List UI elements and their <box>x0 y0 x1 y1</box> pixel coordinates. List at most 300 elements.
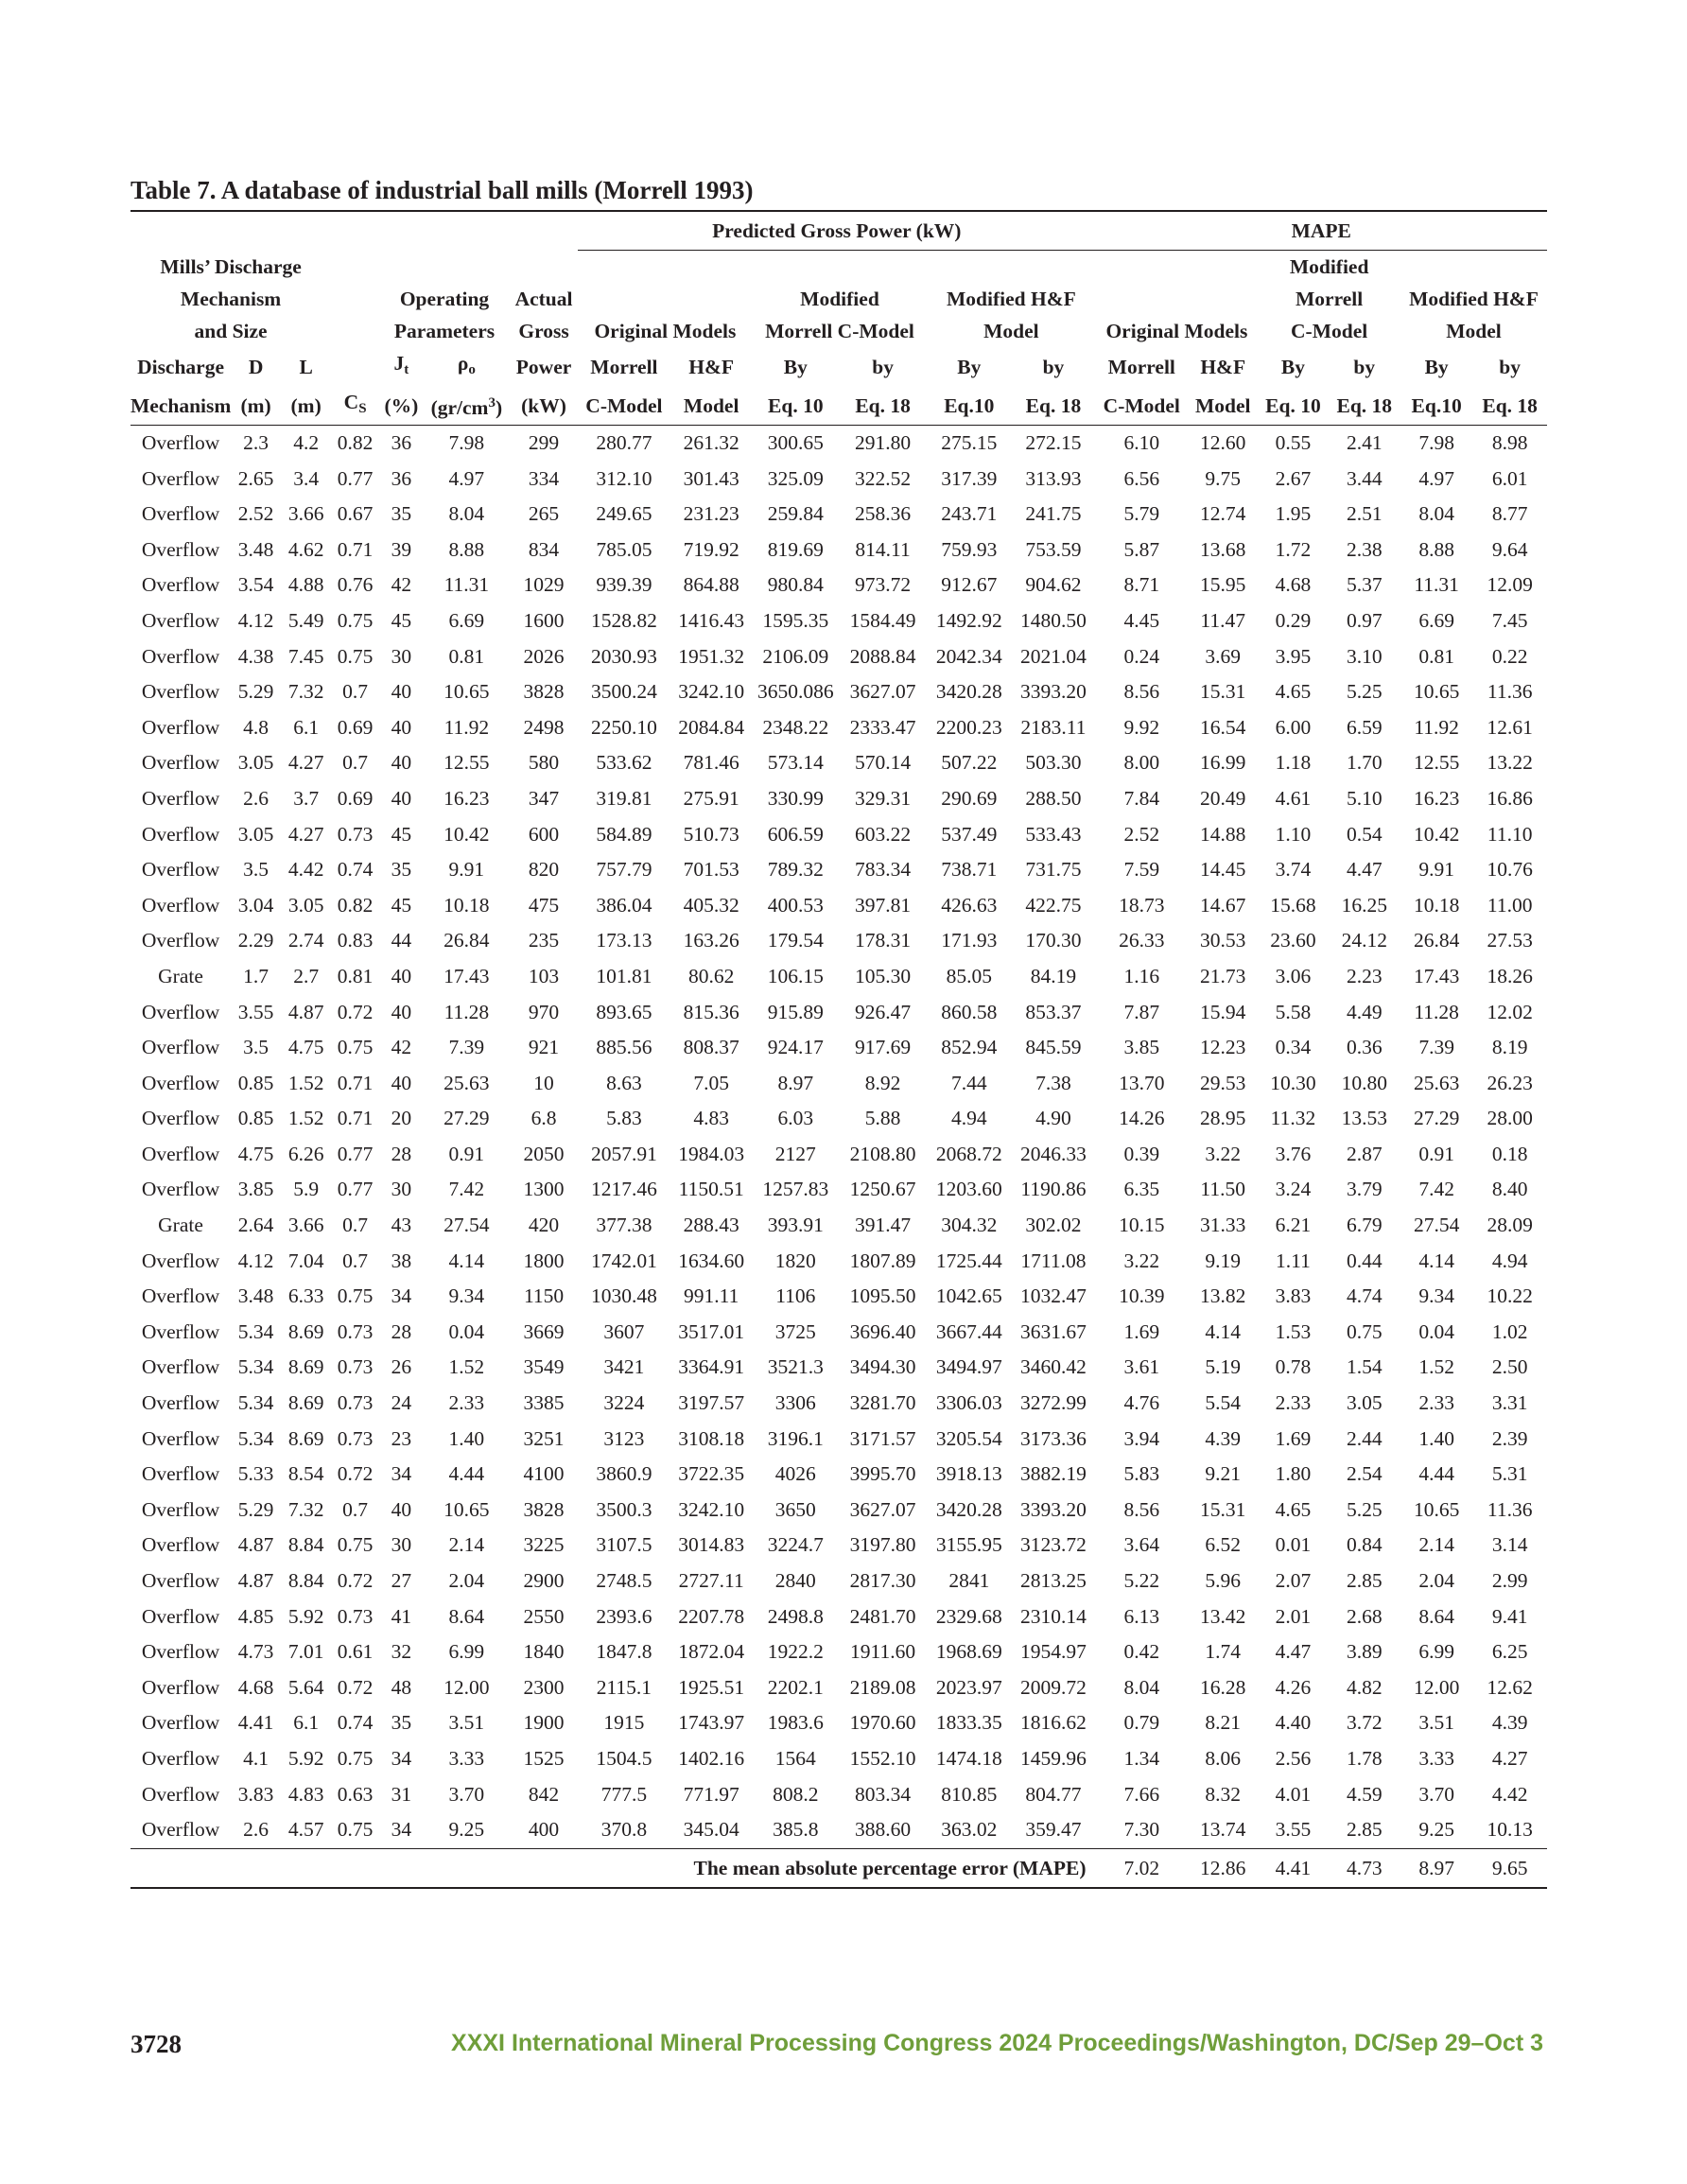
table-cell: 2300 <box>523 1675 565 1699</box>
table-cell: 13.74 <box>1200 1818 1246 1842</box>
table-cell: 259.84 <box>767 502 824 526</box>
table-cell: 16.23 <box>1413 786 1460 810</box>
table-cell: 106.15 <box>767 964 824 987</box>
table-cell: 1.80 <box>1275 1462 1312 1486</box>
table-cell: 319.81 <box>596 786 652 810</box>
table-cell: 3.54 <box>237 573 274 597</box>
table-cell: 4.65 <box>1275 680 1312 704</box>
table-cell: 40 <box>391 1000 412 1023</box>
table-cell: 2393.6 <box>596 1604 652 1628</box>
table-cell: 26.33 <box>1119 929 1165 952</box>
table-cell: 570.14 <box>855 751 912 775</box>
table-cell: 0.7 <box>342 1249 369 1272</box>
table-cell: 0.82 <box>337 893 374 917</box>
table-cell: 10.39 <box>1119 1284 1165 1308</box>
table-cell: 4.82 <box>1346 1675 1383 1699</box>
table-cell: 3224.7 <box>767 1533 824 1557</box>
operating-parameters-header: Operating Parameters <box>393 288 496 342</box>
table-cell: 8.71 <box>1123 573 1160 597</box>
table-cell: 10.65 <box>1413 680 1460 704</box>
table-cell: 8.69 <box>287 1319 324 1343</box>
table-cell: 1634.60 <box>678 1249 745 1272</box>
table-cell: 0.67 <box>337 502 374 526</box>
table-cell: 8.69 <box>287 1426 324 1450</box>
table-cell: Overflow <box>141 1355 220 1379</box>
table-cell: 329.31 <box>855 786 912 810</box>
table-cell: 533.43 <box>1025 822 1082 846</box>
table-cell: 9.25 <box>448 1818 485 1842</box>
table-cell: 4.94 <box>951 1107 987 1130</box>
table-cell: 40 <box>391 715 412 739</box>
table-cell: 13.42 <box>1200 1604 1246 1628</box>
table-cell: 893.65 <box>596 1000 652 1023</box>
table-cell: 3.51 <box>448 1711 485 1735</box>
table-cell: 1042.65 <box>935 1284 1002 1308</box>
table-row <box>130 1564 1547 1599</box>
table-cell: 4.27 <box>1491 1746 1528 1770</box>
table-cell: 0.7 <box>342 1497 369 1521</box>
table-cell: 4.97 <box>448 466 485 490</box>
table-cell: 3669 <box>523 1319 565 1343</box>
table-cell: Overflow <box>141 858 220 882</box>
table-cell: 28 <box>391 1319 412 1343</box>
table-cell: 15.95 <box>1200 573 1246 597</box>
table-cell: 3.64 <box>1123 1533 1160 1557</box>
table-cell: 8.40 <box>1491 1178 1528 1201</box>
table-cell: Overflow <box>141 929 220 952</box>
table-cell: 1915 <box>603 1711 645 1735</box>
table-cell: 2042.34 <box>935 644 1002 668</box>
table-cell: 4.83 <box>693 1107 729 1130</box>
col-jt: $J_t$ <box>393 352 409 377</box>
table-cell: 6.99 <box>1418 1640 1454 1664</box>
table-cell: 2202.1 <box>767 1675 824 1699</box>
table-cell: 1743.97 <box>678 1711 745 1735</box>
table-cell: 275.15 <box>941 431 998 454</box>
table-cell: 0.75 <box>337 1818 374 1842</box>
table-cell: 35 <box>391 858 412 882</box>
table-cell: 4.8 <box>243 715 270 739</box>
table-cell: 8.69 <box>287 1391 324 1415</box>
table-cell: 42 <box>391 573 412 597</box>
table-cell: 6.13 <box>1123 1604 1160 1628</box>
table-cell: 1984.03 <box>678 1142 745 1165</box>
table-cell: 8.21 <box>1205 1711 1242 1735</box>
table-cell: 14.88 <box>1200 822 1246 846</box>
table-cell: 5.92 <box>287 1604 324 1628</box>
table-cell: 265 <box>528 502 560 526</box>
table-cell: 0.77 <box>337 1178 374 1201</box>
table-cell: 3607 <box>603 1319 645 1343</box>
mape-summary-value: 7.02 <box>1095 1848 1188 1888</box>
table-cell: 1029 <box>523 573 565 597</box>
table-cell: 3627.07 <box>849 680 916 704</box>
table-cell: 31 <box>391 1782 412 1806</box>
table-cell: 7.04 <box>287 1249 324 1272</box>
table-cell: 10.30 <box>1270 1071 1316 1094</box>
table-cell: 753.59 <box>1025 537 1082 561</box>
table-cell: 980.84 <box>767 573 824 597</box>
table-cell: Overflow <box>141 1107 220 1130</box>
table-cell: 13.82 <box>1200 1284 1246 1308</box>
table-cell: 970 <box>528 1000 560 1023</box>
table-cell: 34 <box>391 1284 412 1308</box>
table-cell: 258.36 <box>855 502 912 526</box>
table-cell: 2.85 <box>1346 1569 1383 1592</box>
table-cell: 2.04 <box>448 1569 485 1592</box>
mape-summary-value: 4.41 <box>1258 1848 1328 1888</box>
table-cell: 9.64 <box>1491 537 1528 561</box>
table-cell: 8.63 <box>606 1071 642 1094</box>
table-cell: Overflow <box>141 1391 220 1415</box>
table-cell: 4.38 <box>237 644 274 668</box>
table-cell: 1300 <box>523 1178 565 1201</box>
table-cell: 13.70 <box>1119 1071 1165 1094</box>
table-cell: 26 <box>391 1355 412 1379</box>
table-cell: 40 <box>391 751 412 775</box>
table-cell: 15.31 <box>1200 1497 1246 1521</box>
table-cell: 3.83 <box>237 1782 274 1806</box>
table-cell: 3.74 <box>1275 858 1312 882</box>
table-cell: 3882.19 <box>1019 1462 1087 1486</box>
table-cell: 4.65 <box>1275 1497 1312 1521</box>
table-cell: 0.75 <box>337 608 374 632</box>
table-cell: 885.56 <box>596 1036 652 1059</box>
mape-summary-value: 9.65 <box>1472 1848 1547 1888</box>
table-cell: 21.73 <box>1200 964 1246 987</box>
table-cell: 4.59 <box>1346 1782 1383 1806</box>
table-cell: 20.49 <box>1200 786 1246 810</box>
table-cell: 7.32 <box>287 680 324 704</box>
table-cell: 178.31 <box>855 929 912 952</box>
table-cell: 105.30 <box>855 964 912 987</box>
table-cell: 0.77 <box>337 1142 374 1165</box>
table-cell: 163.26 <box>683 929 739 952</box>
table-cell: 0.73 <box>337 822 374 846</box>
table-cell: 3225 <box>523 1533 565 1557</box>
table-cell: 510.73 <box>683 822 739 846</box>
table-cell: 28 <box>391 1142 412 1165</box>
modified-hf-header: Modified H&F Model <box>947 288 1076 342</box>
table-cell: 422.75 <box>1025 893 1082 917</box>
table-cell: 842 <box>528 1782 560 1806</box>
table-cell: 0.29 <box>1275 608 1312 632</box>
col-cs: $C_S$ <box>331 386 379 426</box>
col-power-unit: (kW) <box>510 386 578 426</box>
table-cell: 10.76 <box>1487 858 1533 882</box>
table-cell: 1807.89 <box>849 1249 916 1272</box>
col-by-10-unit: Eq. 10 <box>753 386 839 426</box>
table-cell: 9.41 <box>1491 1604 1528 1628</box>
col-hf: H&F <box>688 355 735 378</box>
table-cell: 2841 <box>948 1569 990 1592</box>
table-cell: 0.01 <box>1275 1533 1312 1557</box>
table-cell: 23 <box>391 1426 412 1450</box>
table-cell: 731.75 <box>1025 858 1082 882</box>
table-cell: 1816.62 <box>1019 1711 1087 1735</box>
table-cell: 1.70 <box>1346 751 1383 775</box>
col-mape-by-10-hf: By <box>1424 355 1449 378</box>
table-cell: 3272.99 <box>1019 1391 1087 1415</box>
table-cell: 759.93 <box>941 537 998 561</box>
table-cell: 299 <box>528 431 560 454</box>
table-cell: 400 <box>528 1818 560 1842</box>
table-cell: 1032.47 <box>1019 1284 1087 1308</box>
table-cell: 1.52 <box>1418 1355 1454 1379</box>
table-cell: 939.39 <box>596 573 652 597</box>
table-cell: 0.71 <box>337 1071 374 1094</box>
col-l-unit: (m) <box>281 386 331 426</box>
table-cell: 1.40 <box>448 1426 485 1450</box>
table-cell: 3650 <box>774 1497 816 1521</box>
table-cell: 7.30 <box>1123 1818 1160 1842</box>
table-cell: 0.04 <box>1418 1319 1454 1343</box>
table-cell: 8.19 <box>1491 1036 1528 1059</box>
table-cell: Overflow <box>141 1818 220 1842</box>
table-cell: 2.3 <box>243 431 270 454</box>
table-cell: Overflow <box>141 715 220 739</box>
table-cell: 4.12 <box>237 1249 274 1272</box>
col-mape-hf: H&F <box>1200 355 1246 378</box>
table-cell: 17.43 <box>443 964 490 987</box>
table-cell: 8.84 <box>287 1569 324 1592</box>
table-cell: 300.65 <box>767 431 824 454</box>
table-row <box>130 1172 1547 1208</box>
table-cell: 7.45 <box>1491 608 1528 632</box>
table-cell: 533.62 <box>596 751 652 775</box>
table-cell: 5.92 <box>287 1746 324 1770</box>
table-cell: 1.69 <box>1275 1426 1312 1450</box>
table-row <box>130 674 1547 710</box>
table-cell: 3.51 <box>1418 1711 1454 1735</box>
table-cell: 2.44 <box>1346 1426 1383 1450</box>
table-cell: 40 <box>391 786 412 810</box>
table-cell: 3.33 <box>448 1746 485 1770</box>
table-cell: 600 <box>528 822 560 846</box>
table-cell: 6.25 <box>1491 1640 1528 1664</box>
table-cell: 2.68 <box>1346 1604 1383 1628</box>
table-cell: 2.99 <box>1491 1569 1528 1592</box>
table-cell: 3.85 <box>237 1178 274 1201</box>
col-by-10-hf-unit: Eq.10 <box>927 386 1011 426</box>
table-cell: 507.22 <box>941 751 998 775</box>
table-cell: 8.56 <box>1123 680 1160 704</box>
table-cell: 1.10 <box>1275 822 1312 846</box>
table-cell: 5.96 <box>1205 1569 1242 1592</box>
table-cell: 3.4 <box>293 466 320 490</box>
table-cell: 1922.2 <box>767 1640 824 1664</box>
table-cell: 924.17 <box>767 1036 824 1059</box>
table-cell: 2.6 <box>243 1818 270 1842</box>
table-cell: 0.39 <box>1123 1142 1160 1165</box>
table-cell: Overflow <box>141 431 220 454</box>
table-cell: 777.5 <box>600 1782 648 1806</box>
table-cell: 815.36 <box>683 1000 739 1023</box>
table-cell: 5.33 <box>237 1462 274 1486</box>
table-cell: 3.14 <box>1491 1533 1528 1557</box>
table-cell: 8.64 <box>448 1604 485 1628</box>
table-cell: 2498 <box>523 715 565 739</box>
table-cell: 35 <box>391 1711 412 1735</box>
table-cell: 6.26 <box>287 1142 324 1165</box>
table-cell: 6.59 <box>1346 715 1383 739</box>
table-cell: 18.73 <box>1119 893 1165 917</box>
modified-hf-mape-header: Modified H&F Model <box>1409 288 1539 342</box>
table-cell: 2310.14 <box>1019 1604 1087 1628</box>
table-cell: 820 <box>528 858 560 882</box>
table-cell: 8.54 <box>287 1462 324 1486</box>
table-cell: 2333.47 <box>849 715 916 739</box>
table-cell: 1492.92 <box>935 608 1002 632</box>
table-cell: 738.71 <box>941 858 998 882</box>
table-cell: 7.42 <box>1418 1178 1454 1201</box>
table-cell: 4.14 <box>1205 1319 1242 1343</box>
col-power: Power <box>515 355 572 378</box>
table-cell: 1.52 <box>287 1071 324 1094</box>
table-cell: 4.49 <box>1346 1000 1383 1023</box>
table-cell: Overflow <box>141 1533 220 1557</box>
table-cell: 0.72 <box>337 1000 374 1023</box>
table-cell: 5.10 <box>1346 786 1383 810</box>
table-row <box>130 1137 1547 1173</box>
table-cell: 8.97 <box>777 1071 814 1094</box>
table-row <box>130 1030 1547 1066</box>
table-cell: 5.19 <box>1205 1355 1242 1379</box>
table-cell: 8.32 <box>1205 1782 1242 1806</box>
ball-mills-table <box>130 210 1547 1889</box>
table-cell: 25.63 <box>1413 1071 1460 1094</box>
table-cell: 1.53 <box>1275 1319 1312 1343</box>
table-cell: 11.50 <box>1200 1178 1245 1201</box>
table-cell: 7.98 <box>1418 431 1454 454</box>
table-row <box>130 1705 1547 1741</box>
table-cell: 12.55 <box>443 751 490 775</box>
table-cell: 3.94 <box>1123 1426 1160 1450</box>
mills-discharge-header: Mills’ Discharge Mechanism and Size <box>160 255 302 342</box>
table-row <box>130 1350 1547 1386</box>
table-cell: 16.25 <box>1341 893 1387 917</box>
table-cell: 17.43 <box>1413 964 1460 987</box>
table-row <box>130 1279 1547 1315</box>
table-cell: 6.33 <box>287 1284 324 1308</box>
table-cell: 45 <box>391 893 412 917</box>
table-cell: 4026 <box>774 1462 816 1486</box>
table-row <box>130 995 1547 1031</box>
table-row <box>130 1634 1547 1670</box>
table-cell: 0.7 <box>342 680 369 704</box>
table-cell: 1725.44 <box>935 1249 1002 1272</box>
table-cell: 12.55 <box>1413 751 1460 775</box>
table-cell: 1552.10 <box>849 1746 916 1770</box>
table-cell: 991.11 <box>684 1284 739 1308</box>
table-cell: 7.87 <box>1123 1000 1160 1023</box>
table-cell: 1.78 <box>1346 1746 1383 1770</box>
table-cell: 771.97 <box>683 1782 739 1806</box>
table-caption: Table 7. A database of industrial ball mills (Morrell 1993) <box>130 176 754 204</box>
table-cell: 852.94 <box>941 1036 998 1059</box>
table-cell: 2.50 <box>1491 1355 1528 1379</box>
table-cell: 2.56 <box>1275 1746 1312 1770</box>
table-cell: 25.63 <box>443 1071 490 1094</box>
table-cell: 4.57 <box>287 1818 324 1842</box>
table-row <box>130 1315 1547 1351</box>
table-cell: 40 <box>391 1071 412 1094</box>
table-cell: 12.09 <box>1487 573 1533 597</box>
table-cell: 2.33 <box>1275 1391 1312 1415</box>
table-cell: 2084.84 <box>678 715 745 739</box>
table-cell: 7.44 <box>951 1071 987 1094</box>
table-cell: 27.29 <box>443 1107 490 1130</box>
table-cell: 0.61 <box>337 1640 374 1664</box>
table-cell: 12.61 <box>1487 715 1533 739</box>
table-cell: 5.37 <box>1346 573 1383 597</box>
table-cell: 2189.08 <box>849 1675 916 1699</box>
table-cell: 5.25 <box>1346 680 1383 704</box>
table-cell: 0.75 <box>1346 1319 1383 1343</box>
table-cell: 8.04 <box>448 502 485 526</box>
table-cell: 3.55 <box>1275 1818 1312 1842</box>
table-row <box>130 1493 1547 1529</box>
table-cell: 6.00 <box>1275 715 1312 739</box>
table-row <box>130 1244 1547 1280</box>
table-cell: 14.67 <box>1200 893 1246 917</box>
table-cell: 12.23 <box>1200 1036 1246 1059</box>
table-cell: 4.88 <box>287 573 324 597</box>
table-cell: 3171.57 <box>849 1426 916 1450</box>
table-cell: 7.59 <box>1123 858 1160 882</box>
table-cell: 405.32 <box>683 893 739 917</box>
table-cell: 785.05 <box>596 537 652 561</box>
table-cell: 31.33 <box>1200 1214 1246 1237</box>
table-cell: 3.22 <box>1123 1249 1160 1272</box>
table-cell: 11.31 <box>443 573 490 597</box>
table-cell: 5.58 <box>1275 1000 1312 1023</box>
table-cell: 2329.68 <box>935 1604 1002 1628</box>
table-cell: 803.34 <box>855 1782 912 1806</box>
table-cell: 3123 <box>603 1426 645 1450</box>
table-cell: 3.10 <box>1346 644 1383 668</box>
table-cell: 810.85 <box>941 1782 998 1806</box>
table-cell: 8.04 <box>1418 502 1454 526</box>
table-cell: 288.43 <box>683 1214 739 1237</box>
table-cell: 3.69 <box>1205 644 1242 668</box>
table-cell: 0.71 <box>337 537 374 561</box>
table-cell: 40 <box>391 1497 412 1521</box>
table-cell: 3.66 <box>287 502 324 526</box>
table-cell: 1.54 <box>1346 1355 1383 1379</box>
table-cell: 0.74 <box>337 858 374 882</box>
table-cell: 5.34 <box>237 1426 274 1450</box>
table-cell: 0.44 <box>1346 1249 1383 1272</box>
table-cell: 27.29 <box>1413 1107 1460 1130</box>
table-cell: 1954.97 <box>1019 1640 1087 1664</box>
table-cell: 475 <box>528 893 560 917</box>
table-cell: 3197.80 <box>849 1533 916 1557</box>
table-cell: 2088.84 <box>849 644 916 668</box>
table-cell: 0.78 <box>1275 1355 1312 1379</box>
table-cell: 4.40 <box>1275 1711 1312 1735</box>
table-cell: 0.22 <box>1491 644 1528 668</box>
table-cell: 11.92 <box>443 715 490 739</box>
table-cell: 3.22 <box>1205 1142 1242 1165</box>
table-cell: 819.69 <box>767 537 824 561</box>
table-cell: 2.52 <box>1123 822 1160 846</box>
table-cell: 2009.72 <box>1019 1675 1087 1699</box>
table-cell: 16.23 <box>443 786 490 810</box>
table-cell: 3108.18 <box>678 1426 745 1450</box>
header-row-labels <box>130 251 1547 348</box>
table-cell: 35 <box>391 502 412 526</box>
